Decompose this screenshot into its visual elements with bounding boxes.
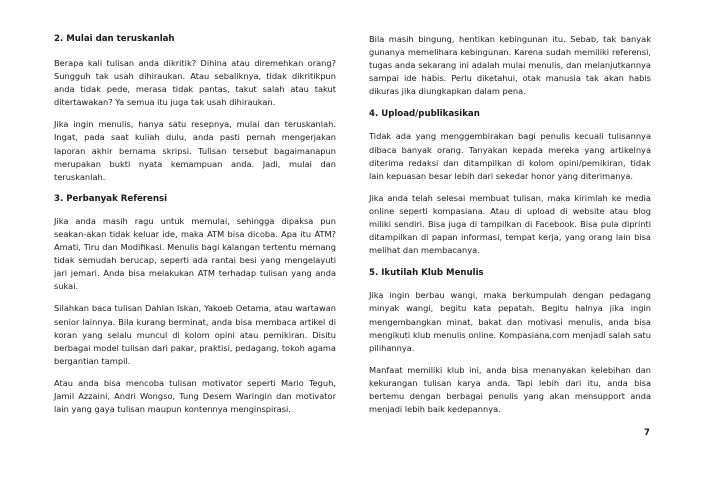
paragraph: Silahkan baca tulisan Dahlan Iskan, Yakoeb Oetama, atau wartawan senior lainnya. Bila kurang berminat, anda bisa membaca artikel di koran yang selalu muncul di kolom opini atau pemikiran. Disitu berbagai model tulisan dari pakar, praktisi, pedagang, tokoh agama bergantian tampil. bbox=[54, 303, 336, 366]
paragraph: Jika ingin berbau wangi, maka berkumpulah dengan pedagang minyak wangi, begitu kata pepatah. Begitu halnya jika ingin mengembangkan minat, bakat dan motivasi menulis, anda bisa mengikuti klub menulis online. Kompasiana.com menjadi salah satu pilihannya. bbox=[369, 290, 651, 353]
heading-mulai: 2. Mulai dan teruskanlah bbox=[54, 34, 175, 44]
paragraph: Atau anda bisa mencoba tulisan motivator seperti Mario Teguh, Jamil Azzaini, Andri Wongso, Tung Desem Waringin dan motivator lain yang gaya tulisan maupun kontennya menginspirasi. bbox=[54, 377, 336, 415]
heading-referensi: 3. Perbanyak Referensi bbox=[54, 193, 168, 204]
paragraph: Jika anda telah selesai membuat tulisan, maka kirimlah ke media online seperti kompasiana. Atau di upload di website atau blog miliki sendiri. Bisa juga di tampilkan di Facebook. Bisa pula diprinti ditampilkan di papan informasi, tempat kerja, yang orang lain bisa melihat dan membacanya. bbox=[369, 192, 651, 256]
paragraph: Berapa kali tulisan anda dikritik? Dihina atau diremehkan orang? Sungguh tak usah dihiraukan. Atau sebaliknya, tidak dikritikpun anda tidak pede, merasa tidak pantas, takut salah atau takut ditertawakan? Ya semua itu juga tak usah dihiraukan. bbox=[54, 58, 336, 108]
paragraph: Tidak ada yang menggembirakan bagi penulis kecuali tulisannya dibaca banyak orang. Tanyakan kepada mereka yang artikelnya diterima redaksi dan ditampilkan di kolom opini/pemikiran, tidak lain kepuasan besar lebih dari sekedar honor yang diterimanya. bbox=[369, 131, 651, 181]
paragraph: Manfaat memiliki klub ini, anda bisa menanyakan kelebihan dan kekurangan tulisan karya anda. Tapi lebih dari itu, anda bisa bertemu dengan berbagai penulis yang akan mensupport anda menjadi lebih baik kedepannya. bbox=[369, 364, 651, 415]
paragraph: Jika anda masih ragu untuk memulai, sehingga dipaksa pun seakan-akan tidak keluar ide, maka ATM bisa dicoba. Apa itu ATM? Amati, Tiru dan Modifikasi. Menulis bagi kalangan tertentu memang tidak semudah berucap, seperti ada rantai besi yang mengelayuti jari jemari. Anda bisa melakukan ATM terhadap tulisan yang anda sukai. bbox=[54, 215, 336, 292]
page-number: 7 bbox=[644, 428, 650, 438]
left-column bbox=[54, 33, 336, 416]
heading-upload: 4. Upload/publikasikan bbox=[369, 109, 480, 120]
paragraph: Jika ingin menulis, hanya satu resepnya, mulai dan teruskanlah. Ingat, pada saat kuliah dulu, anda pasti pernah mengerjakan laporan akhir bernama skripsi. Tulisan tersebut bagaimanapun merupakan bukti nyata kemampuan anda. Jadi, mulai dan teruskanlah. bbox=[54, 119, 336, 182]
right-column bbox=[369, 33, 651, 416]
paragraph: Bila masih bingung, hentikan kebingunan itu. Sebab, tak banyak gunanya memelihara kebingunan. Karena sudah memiliki referensi, tugas anda sekarang ini adalah mulai menulis, dan melanjutkannya sampai ide habis. Perlu diketahui, otak manusia tak akan habis dikuras jika diungkapkan dalam pena. bbox=[369, 34, 651, 97]
heading-klub: 5. Ikutilah Klub Menulis bbox=[369, 268, 484, 279]
